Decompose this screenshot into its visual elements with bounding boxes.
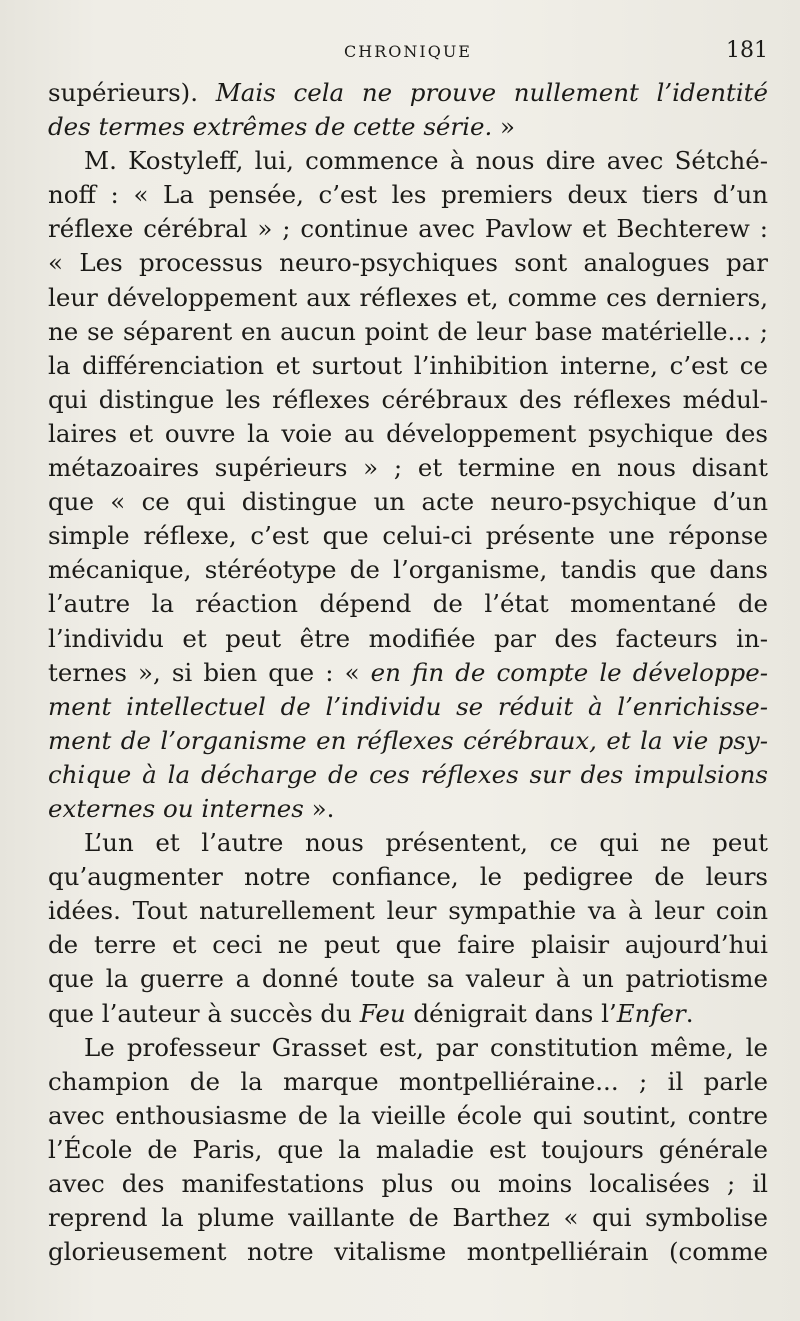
text-segment: réflexe cérébral » ; continue avec Pavlow et Bechterew : [48, 214, 768, 244]
text-line [48, 417, 768, 451]
italic-text-segment: Mais cela ne prouve nullement l’identité [215, 78, 768, 107]
text-line [48, 1031, 768, 1065]
running-head [48, 36, 768, 66]
page-number: 181 [726, 38, 768, 63]
text-segment: supérieurs). [48, 78, 216, 107]
text-line [48, 622, 768, 656]
text-line [48, 724, 768, 758]
italic-text-segment: externes ou internes [48, 793, 304, 823]
italic-text-segment: ment intellectuel de l’individu se réduit à l’enrichisse- [48, 691, 768, 721]
text-segment: que « ce qui distingue un acte neuro-psychique d’un [48, 487, 768, 517]
italic-text-segment: ment de l’organisme en réflexes cérébraux, et la vie psy- [48, 725, 768, 755]
text-line [48, 894, 768, 928]
text-segment: qu’augmenter notre confiance, le pedigree de leurs [48, 862, 768, 892]
text-segment: Le professeur Grasset est, par constitution même, le [84, 1032, 768, 1062]
italic-text-segment: chique à la décharge de ces réflexes sur des impulsions [48, 759, 768, 789]
italic-text-segment: des termes extrêmes de cette série. [48, 112, 493, 142]
italic-text-segment: Feu [359, 998, 406, 1028]
text-line [48, 144, 768, 178]
text-line [48, 1133, 768, 1167]
text-segment: métazoaires supérieurs » ; et termine en nous disant [48, 453, 768, 483]
text-segment: leur développement aux réflexes et, comme ces derniers, [48, 282, 768, 312]
text-segment: M. Kostyleff, lui, commence à nous dire avec Sétché- [84, 146, 768, 176]
text-line [48, 587, 768, 621]
text-segment: de terre et ceci ne peut que faire plaisir aujourd’hui [48, 930, 768, 960]
text-line [48, 656, 768, 690]
text-segment: « Les processus neuro-psychiques sont analogues par [48, 248, 768, 278]
text-line [48, 1167, 768, 1201]
text-line [48, 178, 768, 212]
text-segment: noff : « La pensée, c’est les premiers deux tiers d’un [48, 180, 768, 210]
text-segment: idées. Tout naturellement leur sympathie va à leur coin [48, 896, 768, 926]
running-title: CHRONIQUE [344, 42, 472, 61]
body-text [48, 76, 768, 1269]
text-segment: l’École de Paris, que la maladie est toujours générale [48, 1134, 768, 1164]
italic-text-segment: Enfer [616, 998, 686, 1028]
text-segment: laires et ouvre la voie au développement psychique des [48, 418, 768, 448]
text-line [48, 826, 768, 860]
text-segment: simple réflexe, c’est que celui-ci présente une réponse [48, 521, 768, 551]
text-segment: l’autre la réaction dépend de l’état momentané de [48, 589, 768, 619]
text-line [48, 997, 768, 1031]
text-segment: reprend la plume vaillante de Barthez « qui symbolise [48, 1203, 768, 1233]
text-segment: ternes », si bien que : « [48, 657, 371, 687]
text-line [48, 962, 768, 996]
text-line [48, 928, 768, 962]
text-line [48, 281, 768, 315]
text-line [48, 212, 768, 246]
text-line [48, 349, 768, 383]
text-segment: mécanique, stéréotype de l’organisme, tandis que dans [48, 555, 768, 585]
text-segment: avec des manifestations plus ou moins localisées ; il [48, 1169, 768, 1198]
text-segment: ne se séparent en aucun point de leur base matérielle... ; [48, 316, 768, 346]
text-line [48, 383, 768, 417]
text-segment: glorieusement notre vitalisme montpelliérain (comme [48, 1237, 768, 1267]
text-segment: avec enthousiasme de la vieille école qui soutint, contre [48, 1100, 768, 1130]
text-line [48, 1099, 768, 1133]
text-segment: que l’auteur à succès du [48, 998, 360, 1028]
text-line [48, 76, 768, 110]
text-line [48, 451, 768, 485]
text-line [48, 792, 768, 826]
text-line [48, 519, 768, 553]
text-line [48, 315, 768, 349]
text-line [48, 1065, 768, 1099]
text-segment: l’individu et peut être modifiée par des facteurs in- [48, 623, 768, 653]
text-line [48, 553, 768, 587]
text-line [48, 758, 768, 792]
text-segment: champion de la marque montpelliéraine... ; il parle [48, 1066, 768, 1096]
text-segment: que la guerre a donné toute sa valeur à un patriotisme [48, 964, 768, 994]
text-line [48, 1201, 768, 1235]
italic-text-segment: en fin de compte le développe- [370, 657, 768, 687]
text-segment: ». [303, 793, 335, 823]
text-segment: dénigrait dans l’ [405, 998, 617, 1028]
text-line [48, 246, 768, 280]
text-segment: la différenciation et surtout l’inhibition interne, c’est ce [48, 350, 768, 380]
text-segment: » [492, 112, 516, 142]
text-line [48, 485, 768, 519]
text-segment: . [685, 998, 694, 1028]
text-segment: qui distingue les réflexes cérébraux des réflexes médul- [48, 384, 768, 414]
text-segment: L’un et l’autre nous présentent, ce qui ne peut [84, 828, 768, 858]
text-line [48, 110, 768, 144]
text-line [48, 1235, 768, 1269]
text-line [48, 860, 768, 894]
text-line [48, 690, 768, 724]
